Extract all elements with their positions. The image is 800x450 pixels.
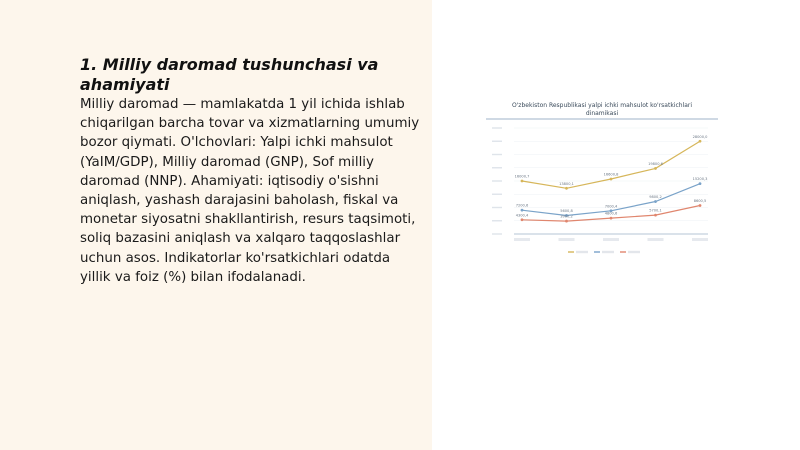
- data-point: [699, 182, 702, 185]
- x-tick-mark: [559, 238, 575, 241]
- chart-canvas: [484, 98, 720, 262]
- gdp-chart: [484, 98, 720, 262]
- data-label: 15200,3: [692, 177, 708, 182]
- data-point: [521, 180, 524, 183]
- data-point: [699, 204, 702, 207]
- data-label: 16600,8: [603, 172, 619, 177]
- data-point: [654, 200, 657, 203]
- data-point: [521, 218, 524, 221]
- data-label: 7200,6: [515, 203, 529, 208]
- data-label: 5600,8: [560, 208, 573, 213]
- data-label: 4800,6: [604, 211, 618, 216]
- x-tick-mark: [648, 238, 664, 241]
- x-tick-mark: [514, 238, 530, 241]
- x-tick-mark: [692, 238, 708, 241]
- data-point: [565, 220, 568, 223]
- chart-title-line: dinamikasi: [585, 110, 619, 117]
- data-label: 9800,2: [649, 195, 662, 200]
- data-label: 13800,1: [559, 181, 574, 186]
- slide-body-text: Milliy daromad — mamlakatda 1 yil ichida ishlab chiqarilgan barcha tovar va xizmatlarning umumiy bozor qiymati. O'lchovlari: Yalpi ichki mahsulot (YaIM/GDP), Milliy daromad (GNP), Sof milliy daromad (NNP). Ahamiyati: iqtisodiy o'sishni aniqlash, yashash darajasini baholash, fiskal va monetar siyosatni shakllantirish, resurs taqsimoti, soliq bazasini aniqlash va xalqaro taqqoslashlar uchun asos. Indikatorlar ko'rsatkichlari odatda yillik va foiz (%) bilan ifodalanadi.: [80, 97, 420, 285]
- data-label: 19800,6: [648, 161, 663, 166]
- data-point: [654, 214, 657, 217]
- data-label: 8600,5: [693, 199, 707, 204]
- chart-title: [512, 102, 692, 117]
- data-label: 28000,0: [692, 134, 708, 139]
- data-label: 3900,2: [560, 214, 573, 219]
- data-label: 16000,7: [514, 174, 530, 179]
- data-point: [610, 178, 613, 181]
- legend-entry: [576, 251, 588, 253]
- data-point: [654, 167, 657, 170]
- legend-entry: [602, 251, 614, 253]
- legend-entry: [628, 251, 640, 253]
- data-point: [521, 209, 524, 212]
- chart-title-line: O'zbekiston Respublikasi yalpi ichki mahsulot ko'rsatkichlari: [511, 102, 693, 109]
- data-point: [610, 217, 613, 220]
- data-label: 7000,4: [604, 204, 618, 209]
- data-label: 4300,4: [515, 213, 529, 218]
- data-label: 5700,1: [649, 208, 662, 213]
- data-point: [565, 187, 568, 190]
- x-tick-mark: [603, 238, 619, 241]
- data-point: [699, 140, 702, 143]
- slide-heading: 1. Milliy daromad tushunchasi va ahamiyati: [80, 55, 379, 94]
